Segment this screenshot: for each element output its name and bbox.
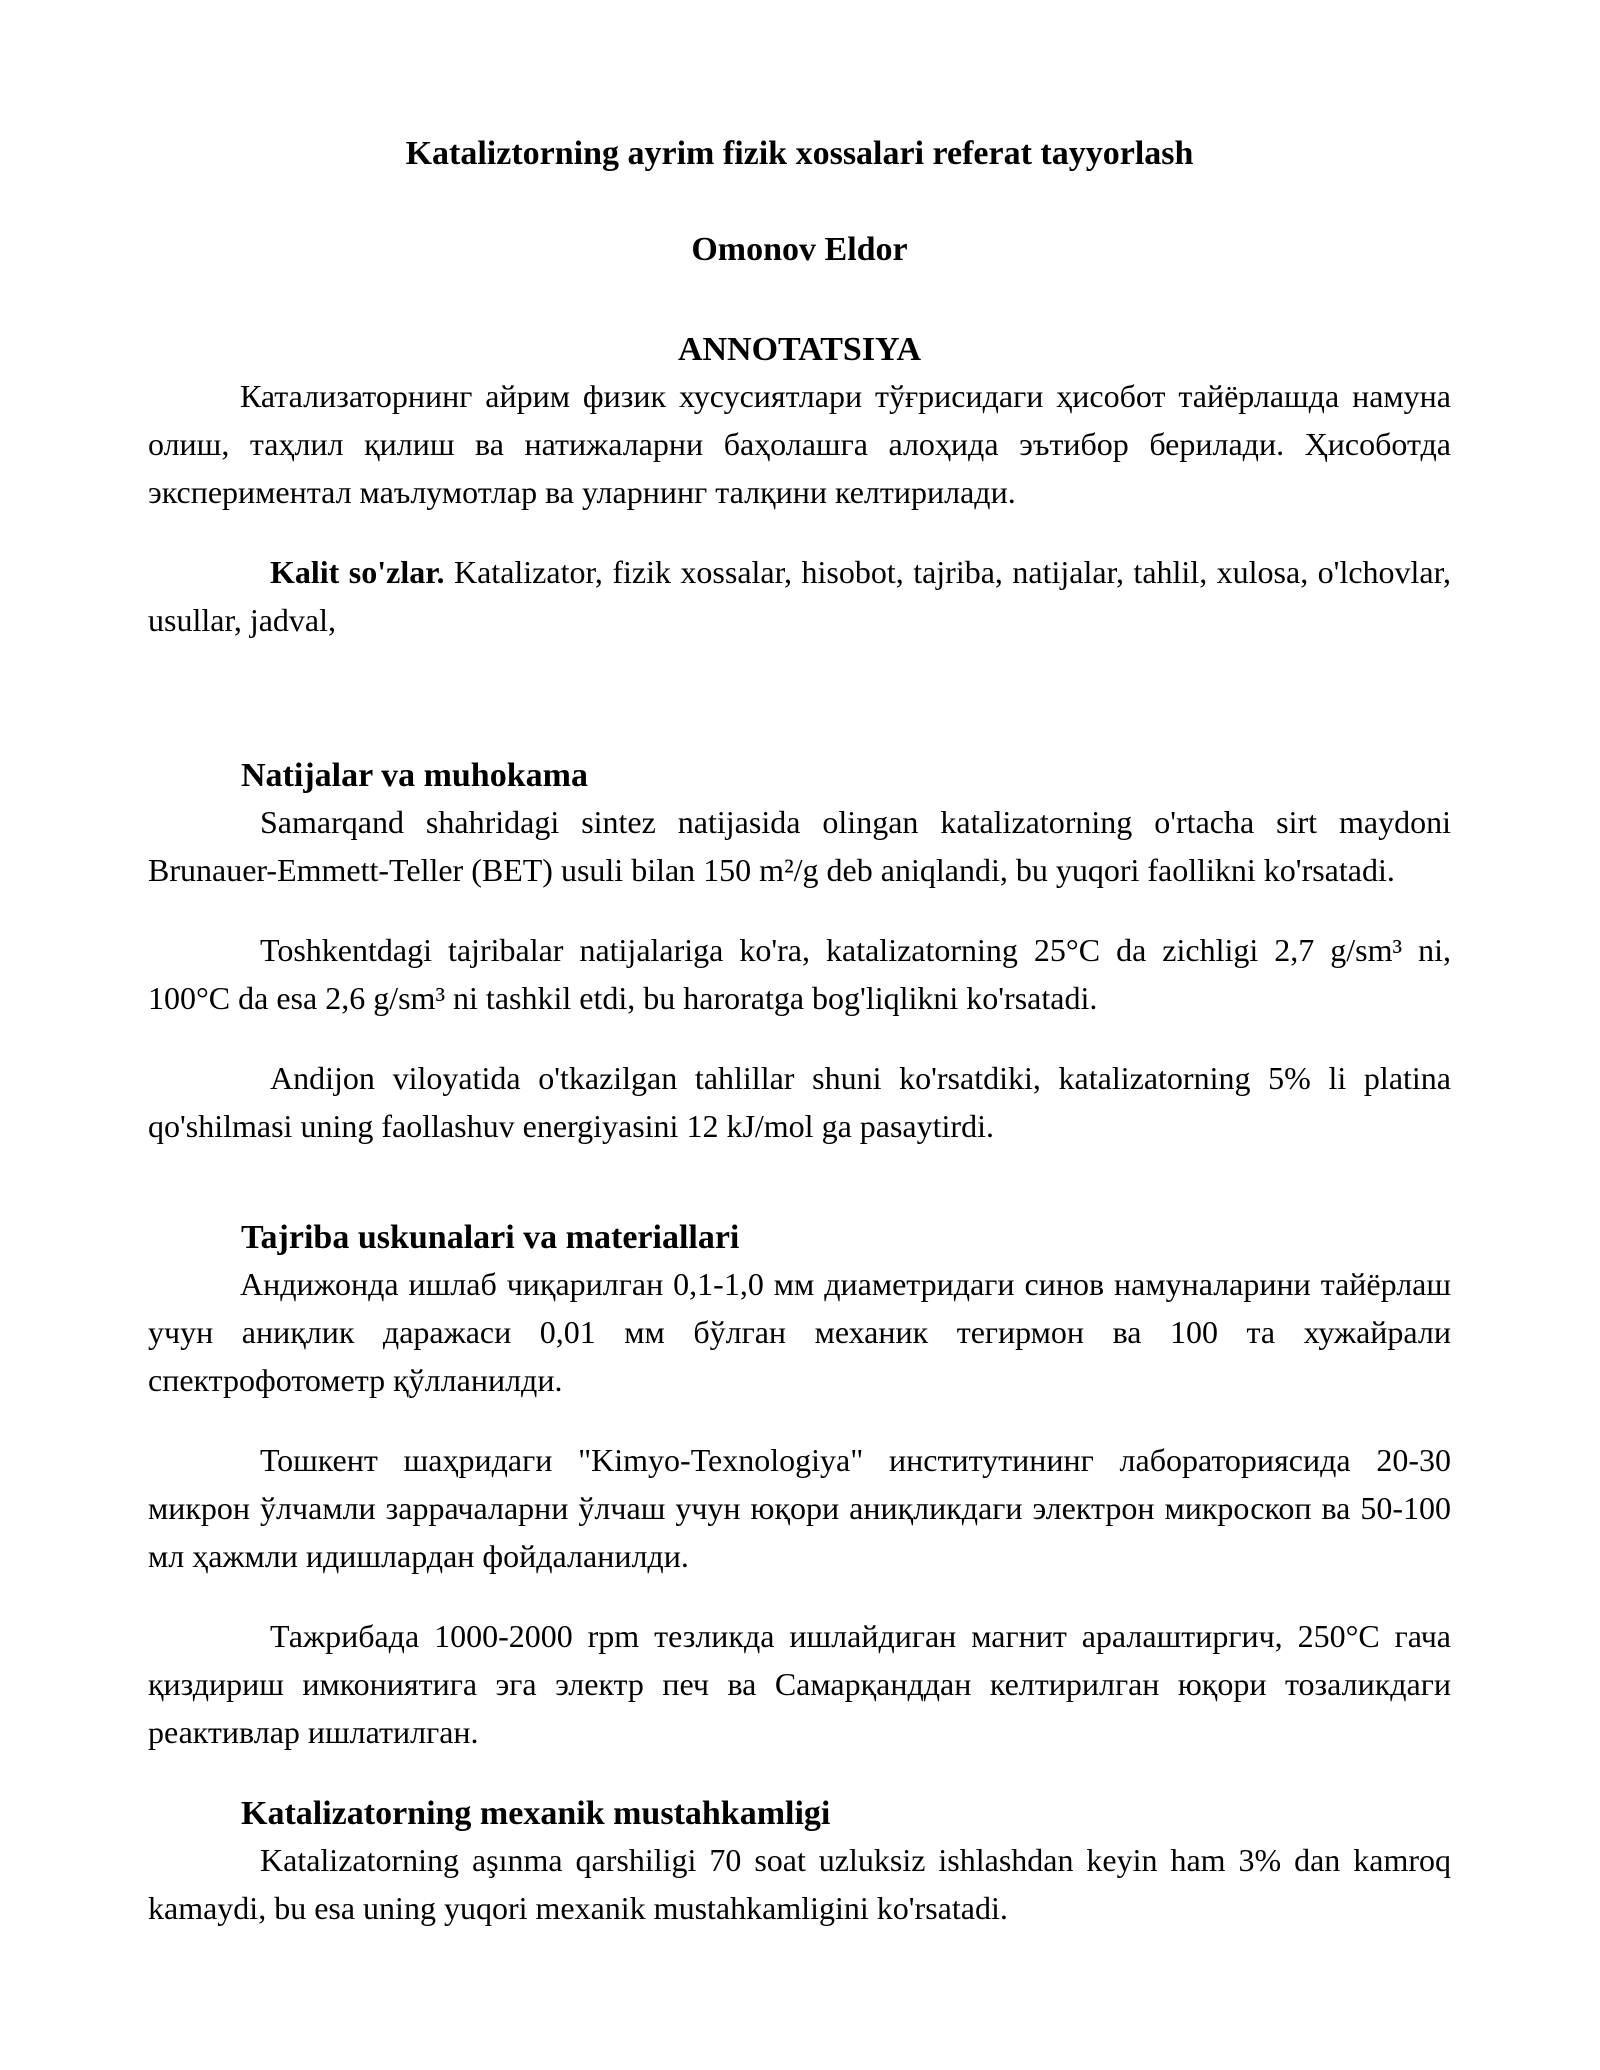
section-heading-equipment: Tajriba uskunalari va materiallari	[241, 1219, 740, 1256]
paragraph-results-3: Andijon viloyatida o'tkazilgan tahlillar shuni ko'rsatdiki, katalizatorning 5% li platina qo'shilmasi uning faollashuv energiyasini 12 kJ/mol ga pasaytirdi.	[148, 1060, 1451, 1144]
annotation-heading: ANNOTATSIYA	[677, 331, 922, 368]
keywords-text: Katalizator, fizik xossalar, hisobot, tajriba, natijalar, tahlil, xulosa, o'lchovlar, usullar, jadval,	[148, 554, 1452, 638]
section-heading-strength: Katalizatorning mexanik mustahkamligi	[241, 1795, 831, 1832]
paragraph-results-1: Samarqand shahridagi sintez natijasida olingan katalizatorning o'rtacha sirt maydoni Brunauer-Emmett-Teller (BET) usuli bilan 150 m²/g deb aniqlandi, bu yuqori faollikni ko'rsatadi.	[148, 804, 1451, 888]
paragraph-strength-1: Katalizatorning aşınma qarshiligi 70 soat uzluksiz ishlashdan keyin ham 3% dan kamroq kamaydi, bu esa uning yuqori mexanik mustahkamligini ko'rsatadi.	[148, 1842, 1451, 1926]
paragraph-equipment-3: Тажрибада 1000-2000 rpm тезликда ишлайдиган магнит аралаштиргич, 250°C гача қиздириш имкониятига эга электр печ ва Самарқанддан келтирилган юқори тозаликдаги реактивлар ишлатилган.	[148, 1618, 1451, 1750]
paragraph-equipment-1: Андижонда ишлаб чиқарилган 0,1-1,0 мм диаметридаги синов намуналарини тайёрлаш учун аниқлик даражаси 0,01 мм бўлган механик тегирмон ва 100 та хужайрали спектрофотометр қўлланилди.	[148, 1266, 1451, 1398]
author-name: Omonov Eldor	[691, 231, 908, 268]
keywords-label: Kalit so'zlar.	[270, 554, 445, 590]
paragraph-equipment-2: Тошкент шаҳридаги "Kimyo-Texnologiya" институтининг лабораториясида 20-30 микрон ўлчамли заррачаларни ўлчаш учун юқори аниқликдаги электрон микроскоп ва 50-100 мл ҳажмли идишлардан фойдаланилди.	[148, 1442, 1451, 1574]
paragraph-results-2: Toshkentdagi tajribalar natijalariga ko'ra, katalizatorning 25°C da zichligi 2,7 g/sm³ ni, 100°C da esa 2,6 g/sm³ ni tashkil etdi, bu haroratga bog'liqlikni ko'rsatadi.	[148, 932, 1451, 1016]
keywords-paragraph	[148, 548, 1451, 644]
section-heading-results: Natijalar va muhokama	[241, 757, 588, 794]
document-page	[148, 110, 1451, 1932]
annotation-text: Катализаторнинг айрим физик хусусиятлари тўғрисидаги ҳисобот тайёрлашда намуна олиш, таҳлил қилиш ва натижаларни баҳолашга алоҳида эътибор берилади. Ҳисоботда экспериментал маълумотлар ва уларнинг талқини келтирилади.	[148, 378, 1451, 510]
document-title: Kataliztorning ayrim fizik xossalari referat tayyorlash	[405, 135, 1194, 172]
